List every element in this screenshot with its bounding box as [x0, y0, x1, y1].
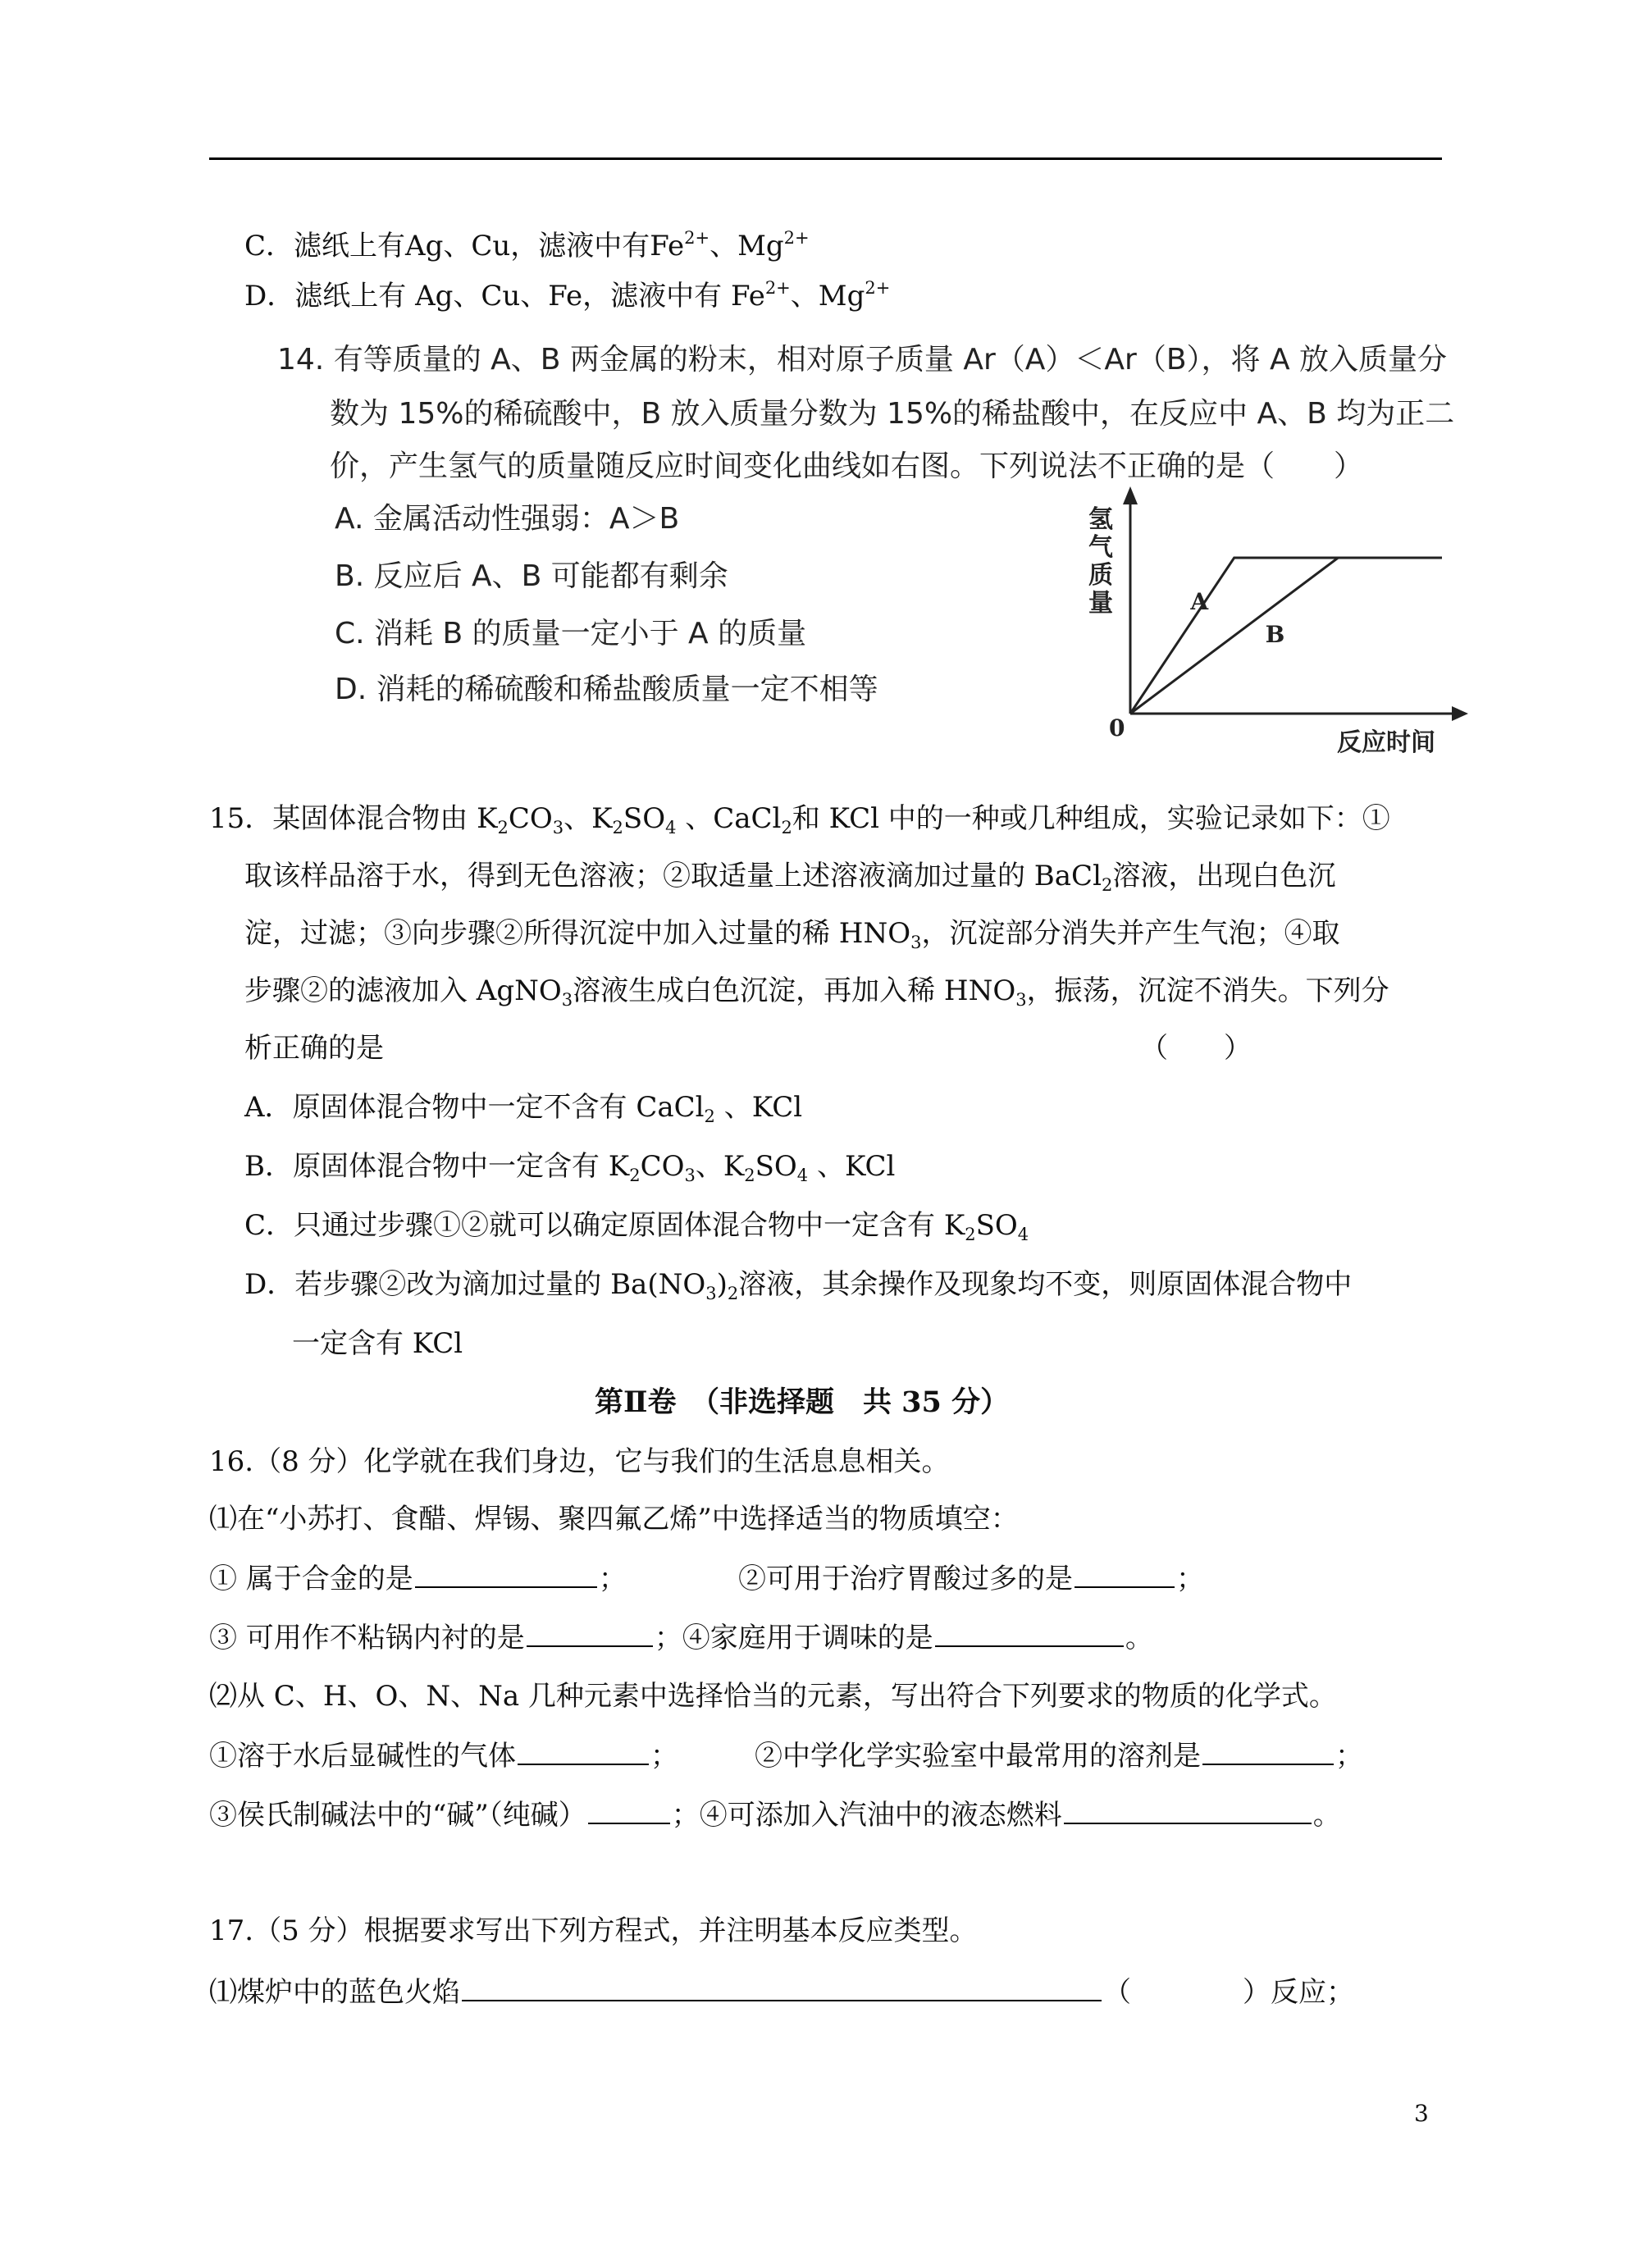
q13-option-c: C．滤纸上有Ag、Cu，滤液中有$Fe^{2+}$、$Mg^{2+}$	[244, 228, 810, 262]
page-number: 3	[1414, 2100, 1429, 2127]
q16-row1-right: ②可用于治疗胃酸过多的是 ；	[738, 1563, 1204, 1595]
section-2-title: 第Ⅱ卷 （非选择题 共 35 分）	[595, 1385, 1010, 1419]
series-a-line	[1130, 558, 1442, 714]
q14-stem-line2: 数为 15%的稀硫酸中，B 放入质量分数为 15%的稀盐酸中，在反应中 A、B 均为正二	[330, 397, 1455, 431]
answer-blank[interactable]	[1202, 1739, 1334, 1765]
q15-stem-line2: 取该样品溶于水，得到无色溶液；②取适量上述溶液滴加过量的 BaCl$_2$溶液，出现白色沉	[244, 860, 1336, 895]
series-b-line	[1130, 558, 1442, 714]
q15-answer-paren: （ ）	[1140, 1032, 1252, 1065]
chart-origin-label: 0	[1109, 714, 1125, 742]
q15-stem-line3: 淀，过滤；③向步骤②所得沉淀中加入过量的稀 $HNO_3$，沉淀部分消失并产生气泡；④取	[244, 917, 1340, 952]
q14-option-a: A. 金属活动性强弱：A＞B	[335, 502, 680, 536]
q14-option-d: D. 消耗的稀硫酸和稀盐酸质量一定不相等	[335, 673, 878, 706]
answer-blank[interactable]	[462, 1975, 1102, 2001]
q16-row1-left: ① 属于合金的是 ；	[209, 1563, 627, 1595]
q14-option-b: B. 反应后 A、B 可能都有剩余	[335, 559, 728, 593]
q15-option-d-line1: D．若步骤②改为滴加过量的 $Ba(NO_3)_2$溶液，其余操作及现象均不变，则原固体混合物中	[244, 1268, 1353, 1303]
q16-row3-right: ②中学化学实验室中最常用的溶剂是 ；	[755, 1740, 1363, 1773]
q15-option-b: B．原固体混合物中一定含有 $K_2CO_3$、$K_2SO_4$ 、KCl	[244, 1150, 896, 1185]
q15-option-c: C．只通过步骤①②就可以确定原固体混合物中一定含有 $K_2SO_4$	[244, 1209, 1029, 1244]
q16-row2: ③ 可用作不粘锅内衬的是 ；④家庭用于调味的是 。	[209, 1622, 1153, 1654]
answer-blank[interactable]	[1064, 1798, 1312, 1824]
hydrogen-mass-chart	[1066, 480, 1476, 767]
answer-blank[interactable]	[415, 1562, 597, 1588]
chart-axes	[1123, 486, 1468, 721]
q16-row3-left: ①溶于水后显碱性的气体 ；	[209, 1740, 678, 1773]
answer-blank[interactable]	[1075, 1562, 1175, 1588]
q15-option-a: A．原固体混合物中一定不含有 CaCl$_2$ 、KCl	[244, 1091, 803, 1126]
chart-ylabel: 氢气质量	[1088, 505, 1113, 618]
q15-stem-line4: 步骤②的滤液加入 AgNO$_3$溶液生成白色沉淀，再加入稀 $HNO_3$，振荡，沉淀不消失。下列分	[244, 974, 1389, 1010]
q16-row4: ③侯氏制碱法中的“碱”（纯碱） ；④可添加入汽油中的液态燃料 。	[209, 1799, 1341, 1832]
header-rule	[209, 157, 1442, 160]
q17-item1: ⑴煤炉中的蓝色火焰 （ ）反应；	[209, 1976, 1354, 2009]
q13-option-d: D．滤纸上有 Ag、Cu、Fe，滤液中有 $Fe^{2+}$、$Mg^{2+}$	[244, 278, 891, 313]
q14-stem-line3: 价，产生氢气的质量随反应时间变化曲线如右图。下列说法不正确的是（ ）	[330, 449, 1364, 483]
series-a-label: A	[1190, 588, 1209, 615]
q14-stem-line1: 14. 有等质量的 A、B 两金属的粉末，相对原子质量 Ar（A）＜Ar（B），将 A 放入质量分	[277, 343, 1448, 376]
series-b-label: B	[1265, 621, 1285, 648]
q14-option-c: C. 消耗 B 的质量一定小于 A 的质量	[335, 617, 807, 650]
q15-option-d-line2: 一定含有 KCl	[292, 1327, 463, 1360]
chart-xlabel: 反应时间	[1337, 728, 1435, 757]
q17-stem: 17.（5 分）根据要求写出下列方程式，并注明基本反应类型。	[209, 1914, 978, 1947]
q16-part1-intro: ⑴在“小苏打、食醋、焊锡、聚四氟乙烯”中选择适当的物质填空：	[209, 1503, 1019, 1536]
q15-stem-line1: 15．某固体混合物由 $K_2CO_3$、$K_2SO_4$ 、CaCl$_2$和 KCl 中的一种或几种组成，实验记录如下：①	[209, 802, 1390, 837]
answer-blank[interactable]	[527, 1621, 653, 1647]
q16-part2-intro: ⑵从 C、H、O、N、Na 几种元素中选择恰当的元素，写出符合下列要求的物质的化学式。	[209, 1680, 1337, 1713]
answer-blank[interactable]	[588, 1798, 670, 1824]
q16-stem: 16.（8 分）化学就在我们身边，它与我们的生活息息相关。	[209, 1445, 950, 1478]
q15-stem-line5: 析正确的是	[244, 1032, 384, 1065]
answer-blank[interactable]	[935, 1621, 1124, 1647]
answer-blank[interactable]	[518, 1739, 649, 1765]
